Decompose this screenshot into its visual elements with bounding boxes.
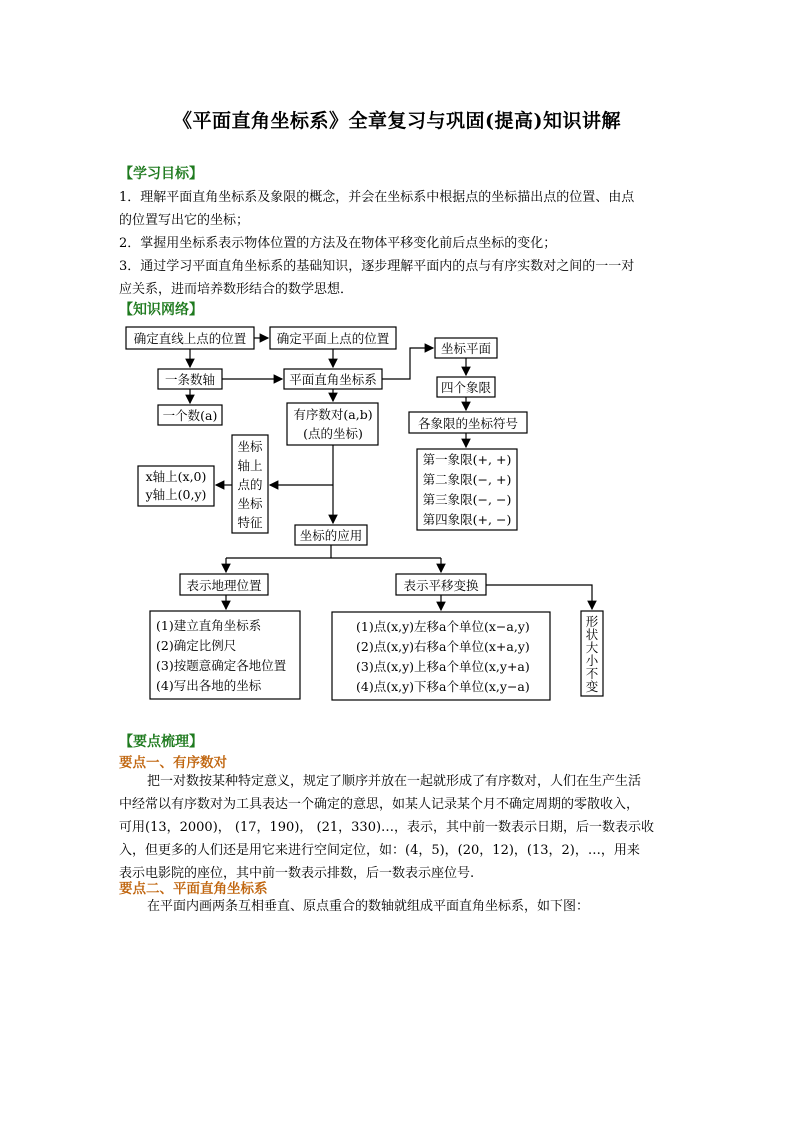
points-heading: 【要点梳理】: [119, 734, 203, 750]
box-ordered-pair-line-1: 有序数对(a,b): [293, 407, 373, 422]
shape-char-1: 形: [585, 614, 599, 629]
point-1-line-4: 入，但更多的人们还是用它来进行空间定位，如：(4，5)，(20，12)，(13，2)，…，用来: [119, 843, 640, 858]
goal-1-line-1: 1．理解平面直角坐标系及象限的概念，并会在坐标系中根据点的坐标描出点的位置、由点: [119, 190, 635, 205]
shape-char-2: 状: [585, 627, 599, 642]
box-number-axis-label: 一条数轴: [164, 372, 216, 387]
box-four-quadrants-label: 四个象限: [440, 380, 492, 395]
point-2-title: 要点二、平面直角坐标系: [119, 881, 268, 897]
geo-step-4: (4)写出各地的坐标: [156, 678, 262, 693]
point-2-body: [119, 895, 679, 918]
box-application-label: 坐标的应用: [299, 528, 363, 543]
box-geo-position-label: 表示地理位置: [186, 578, 262, 593]
shape-char-5: 不: [585, 666, 599, 681]
shape-char-4: 小: [585, 653, 599, 668]
quadrant-4-label: 第四象限(+, −): [422, 512, 512, 527]
axis-feature-char-4: 坐标: [237, 496, 263, 511]
point-1-line-1: 把一对数按某种特定意义，规定了顺序并放在一起就形成了有序数对，人们在生产生活: [147, 774, 642, 789]
goal-1-line-2: 的位置写出它的坐标；: [119, 213, 250, 228]
axis-feature-char-3: 点的: [237, 477, 263, 492]
shape-char-3: 大: [585, 640, 599, 655]
point-2-line-1: 在平面内画两条互相垂直、原点重合的数轴就组成平面直角坐标系，如下图：: [147, 899, 590, 914]
box-rect-coord-label: 平面直角坐标系: [289, 372, 377, 387]
geo-step-3: (3)按题意确定各地位置: [156, 658, 287, 673]
goals-list: [119, 186, 679, 301]
quadrant-2-label: 第二象限(−, +): [422, 472, 512, 487]
on-x-axis-label: x轴上(x,0): [145, 469, 207, 484]
box-plane-point-label: 确定平面上点的位置: [276, 331, 390, 346]
point-1-line-3: 可用(13，2000)， (17，190)， (21，330)…，表示，其中前一数表示日期，后一数表示收: [119, 820, 655, 835]
box-quadrant-signs-label: 各象限的坐标符号: [417, 416, 519, 431]
box-translation-label: 表示平移变换: [403, 578, 479, 593]
knowledge-network-diagram: [0, 318, 794, 718]
shape-char-6: 变: [585, 679, 599, 694]
box-ordered-pair-line-2: (点的坐标): [303, 426, 363, 441]
goal-2: 2．掌握用坐标系表示物体位置的方法及在物体平移变化前后点坐标的变化；: [119, 236, 557, 251]
point-1-body: [119, 770, 679, 885]
trans-step-1: (1)点(x,y)左移a个单位(x−a,y): [356, 619, 530, 634]
axis-feature-char-2: 轴上: [237, 458, 263, 473]
point-1-line-5: 表示电影院的座位，其中前一数表示排数，后一数表示座位号.: [119, 866, 475, 881]
network-heading: 【知识网络】: [119, 302, 203, 318]
point-1-line-2: 中经常以有序数对为工具表达一个确定的意思，如某人记录某个月不确定周期的零散收入，: [119, 797, 640, 812]
geo-step-2: (2)确定比例尺: [156, 638, 237, 653]
box-line-point-label: 确定直线上点的位置: [133, 331, 247, 346]
goal-3-line-1: 3．通过学习平面直角坐标系的基础知识，逐步理解平面内的点与有序实数对之间的一一对: [119, 259, 635, 274]
trans-step-4: (4)点(x,y)下移a个单位(x,y−a): [356, 679, 530, 694]
quadrant-1-label: 第一象限(+, +): [422, 452, 512, 467]
goal-3-line-2: 应关系，进而培养数形结合的数学思想．: [119, 282, 354, 297]
point-1-title: 要点一、有序数对: [119, 755, 227, 771]
axis-feature-char-5: 特征: [237, 515, 263, 530]
page-title: 《平面直角坐标系》全章复习与巩固(提高)知识讲解: [173, 110, 621, 132]
trans-step-2: (2)点(x,y)右移a个单位(x+a,y): [356, 639, 530, 654]
box-one-number-label: 一个数(a): [162, 408, 218, 423]
trans-step-3: (3)点(x,y)上移a个单位(x,y+a): [356, 659, 530, 674]
geo-step-1: (1)建立直角坐标系: [156, 618, 262, 633]
axis-feature-char-1: 坐标: [237, 439, 263, 454]
quadrant-3-label: 第三象限(−, −): [422, 492, 512, 507]
goals-heading: 【学习目标】: [119, 166, 203, 182]
box-coord-plane-label: 坐标平面: [440, 341, 492, 356]
on-y-axis-label: y轴上(0,y): [145, 487, 207, 502]
